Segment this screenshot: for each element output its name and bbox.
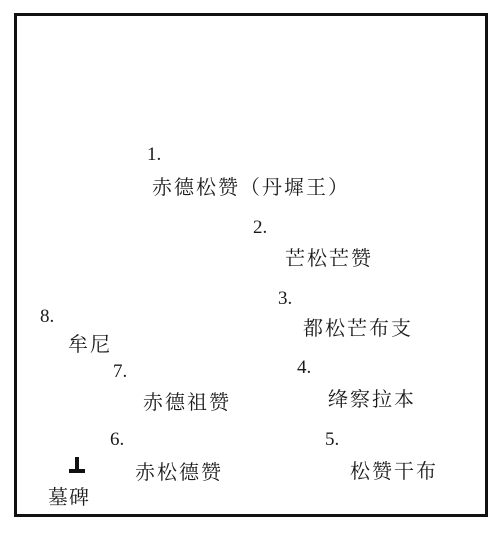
entry-4-name: 绛察拉本: [328, 387, 416, 411]
entry-6-number: 6.: [110, 429, 125, 450]
marker-label: 墓碑: [48, 485, 90, 509]
entry-7-name: 赤德祖赞: [143, 390, 231, 414]
entry-1-number: 1.: [147, 144, 162, 165]
entry-3-number: 3.: [278, 288, 293, 309]
entry-5-name: 松赞干布: [350, 459, 438, 483]
diagram-frame: [14, 13, 488, 517]
tomb-stele-icon: [69, 457, 85, 473]
entry-6-name: 赤松德赞: [135, 460, 223, 484]
entry-5-number: 5.: [325, 429, 340, 450]
entry-2-number: 2.: [253, 217, 268, 238]
entry-1-name: 赤德松赞（丹墀王）: [152, 175, 350, 199]
entry-8-name: 牟尼: [68, 332, 112, 356]
entry-4-number: 4.: [297, 357, 312, 378]
entry-7-number: 7.: [113, 361, 128, 382]
entry-2-name: 芒松芒赞: [285, 246, 373, 270]
entry-3-name: 都松芒布支: [303, 316, 413, 340]
entry-8-number: 8.: [40, 306, 55, 327]
